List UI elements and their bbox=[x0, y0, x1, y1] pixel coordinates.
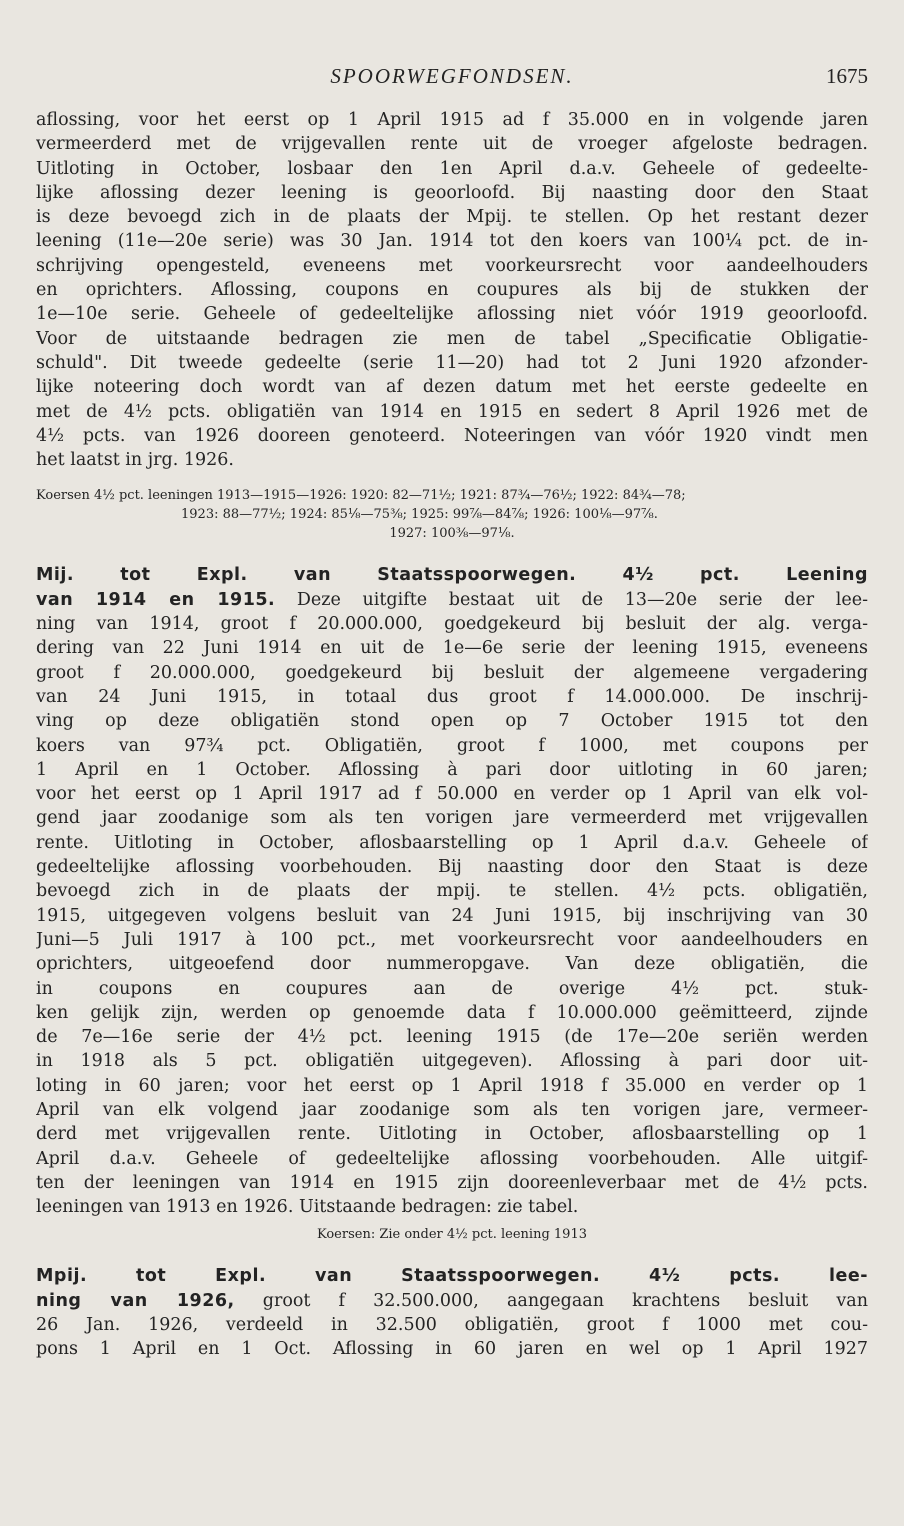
text-line: met de 4½ pcts. obligatiën van 1914 en 1915 en sedert 8 April 1926 met de bbox=[36, 401, 868, 422]
text-line bbox=[36, 588, 868, 612]
text-line: groot f 20.000.000, goedgekeurd bij besluit der algemeene vergadering bbox=[36, 662, 868, 683]
text-line: voor het eerst op 1 April 1917 ad f 50.000 en verder op 1 April van elk vol- bbox=[36, 784, 868, 805]
text-line: aflossing, voor het eerst op 1 April 1915 ad f 35.000 en in volgende jaren bbox=[36, 110, 868, 130]
price-quotes-2 bbox=[36, 1225, 868, 1244]
text-line: rente. Uitloting in October, aflosbaarstelling op 1 April d.a.v. Geheele of bbox=[36, 832, 868, 853]
page-number: 1675 bbox=[826, 64, 868, 88]
text-line: Juni—5 Juli 1917 à 100 pct., met voorkeursrecht voor aandeelhouders en bbox=[36, 929, 868, 950]
text-line: April van elk volgend jaar zoodanige som als ten vorigen jare, vermeer- bbox=[36, 1099, 868, 1120]
text-line: vermeerderd met de vrijgevallen rente uit de vroeger afgeloste bedragen. bbox=[36, 134, 868, 155]
section-heading: Mij. tot Expl. van Staatsspoorwegen. 4½ pct. Leening bbox=[36, 565, 868, 586]
text-line: pons 1 April en 1 Oct. Aflossing in 60 jaren en wel op 1 April 1927 bbox=[36, 1339, 868, 1360]
paragraph-continued-loan bbox=[36, 108, 868, 472]
text-line: April d.a.v. Geheele of gedeeltelijke aflossing voorbehouden. Alle uitgif- bbox=[36, 1148, 868, 1169]
text-line: ning van 1914, groot f 20.000.000, goedgekeurd bij besluit der alg. verga- bbox=[36, 614, 868, 635]
price-quotes-1 bbox=[36, 486, 868, 543]
text-line: 1915, uitgegeven volgens besluit van 24 Juni 1915, bij inschrijving van 30 bbox=[36, 905, 868, 926]
text-line: ving op deze obligatiën stond open op 7 October 1915 tot den bbox=[36, 711, 868, 732]
text-line: leeningen van 1913 en 1926. Uitstaande bedragen: zie tabel. bbox=[36, 1197, 579, 1218]
text-line: Uitloting in October, losbaar den 1en April d.a.v. Geheele of gedeelte- bbox=[36, 158, 868, 179]
text-line: leening (11e—20e serie) was 30 Jan. 1914 tot den koers van 100¼ pct. de in- bbox=[36, 231, 868, 252]
text-line: lijke noteering doch wordt van af dezen datum met het eerste gedeelte en bbox=[36, 377, 868, 398]
section-heading-cont: ning van 1926, bbox=[36, 1290, 235, 1311]
text-line-rest: groot f 32.500.000, aangegaan krachtens besluit van bbox=[262, 1290, 868, 1311]
quote-line: 1923: 88—77½; 1924: 85⅛—75⅜; 1925: 99⅞—84⅞; 1926: 100⅛—97⅞. bbox=[181, 507, 658, 523]
text-line: ken gelijk zijn, werden op genoemde data f 10.000.000 geëmitteerd, zijnde bbox=[36, 1002, 868, 1023]
quote-line: Koersen: Zie onder 4½ pct. leening 1913 bbox=[316, 1227, 587, 1243]
text-line-rest: Deze uitgifte bestaat uit de 13—20e serie der lee- bbox=[296, 589, 868, 610]
text-line: in 1918 als 5 pct. obligatiën uitgegeven). Aflossing à pari door uit- bbox=[36, 1051, 868, 1072]
text-line: oprichters, uitgeoefend door nummeropgave. Van deze obligatiën, die bbox=[36, 954, 868, 975]
section-loan-1914-1915 bbox=[36, 563, 868, 1219]
text-line: koers van 97¾ pct. Obligatiën, groot f 1000, met coupons per bbox=[36, 735, 868, 756]
text-line: 4½ pcts. van 1926 dooreen genoteerd. Noteeringen van vóór 1920 vindt men bbox=[36, 425, 868, 446]
text-line: Voor de uitstaande bedragen zie men de tabel „Specificatie Obligatie- bbox=[36, 328, 868, 349]
quote-line: Koersen 4½ pct. leeningen 1913—1915—1926: 1920: 82—71½; 1921: 87¾—76½; 1922: 84¾—78; bbox=[36, 488, 686, 504]
text-line: in coupons en coupures aan de overige 4½ pct. stuk- bbox=[36, 978, 868, 999]
section-heading-cont: van 1914 en 1915. bbox=[36, 589, 276, 610]
text-line: van 24 Juni 1915, in totaal dus groot f 14.000.000. De inschrij- bbox=[36, 686, 868, 707]
text-line: het laatst in jrg. 1926. bbox=[36, 450, 234, 471]
text-line: ten der leeningen van 1914 en 1915 zijn dooreenleverbaar met de 4½ pcts. bbox=[36, 1172, 868, 1193]
text-line bbox=[36, 1289, 868, 1313]
page-body bbox=[36, 108, 868, 1362]
text-line: bevoegd zich in de plaats der mpij. te stellen. 4½ pcts. obligatiën, bbox=[36, 881, 868, 902]
section-heading: Mpij. tot Expl. van Staatsspoorwegen. 4½ pcts. lee- bbox=[36, 1266, 868, 1287]
text-line: en oprichters. Aflossing, coupons en coupures als bij de stukken der bbox=[36, 280, 868, 301]
text-line: schrijving opengesteld, eveneens met voorkeursrecht voor aandeelhouders bbox=[36, 255, 868, 276]
quote-line: 1927: 100⅜—97⅛. bbox=[389, 526, 515, 542]
page-header bbox=[36, 58, 868, 92]
section-loan-1926 bbox=[36, 1264, 868, 1361]
text-line: schuld". Dit tweede gedeelte (serie 11—20) had tot 2 Juni 1920 afzonder- bbox=[36, 352, 868, 373]
text-line: 1 April en 1 October. Aflossing à pari door uitloting in 60 jaren; bbox=[36, 759, 868, 780]
running-title: SPOORWEGFONDSEN. bbox=[330, 64, 574, 88]
text-line: gend jaar zoodanige som als ten vorigen jare vermeerderd met vrijgevallen bbox=[36, 808, 868, 829]
text-line: de 7e—16e serie der 4½ pct. leening 1915 (de 17e—20e seriën werden bbox=[36, 1027, 868, 1048]
text-line: loting in 60 jaren; voor het eerst op 1 April 1918 f 35.000 en verder op 1 bbox=[36, 1075, 868, 1096]
text-line: lijke aflossing dezer leening is geoorloofd. Bij naasting door den Staat bbox=[36, 182, 868, 203]
text-line: is deze bevoegd zich in de plaats der Mpij. te stellen. Op het restant dezer bbox=[36, 207, 868, 228]
text-line: dering van 22 Juni 1914 en uit de 1e—6e serie der leening 1915, eveneens bbox=[36, 638, 868, 659]
text-line: derd met vrijgevallen rente. Uitloting in October, aflosbaarstelling op 1 bbox=[36, 1124, 868, 1145]
text-line: gedeeltelijke aflossing voorbehouden. Bij naasting door den Staat is deze bbox=[36, 857, 868, 878]
text-line: 1e—10e serie. Geheele of gedeeltelijke aflossing niet vóór 1919 geoorloofd. bbox=[36, 304, 868, 325]
text-line: 26 Jan. 1926, verdeeld in 32.500 obligatiën, groot f 1000 met cou- bbox=[36, 1315, 868, 1336]
